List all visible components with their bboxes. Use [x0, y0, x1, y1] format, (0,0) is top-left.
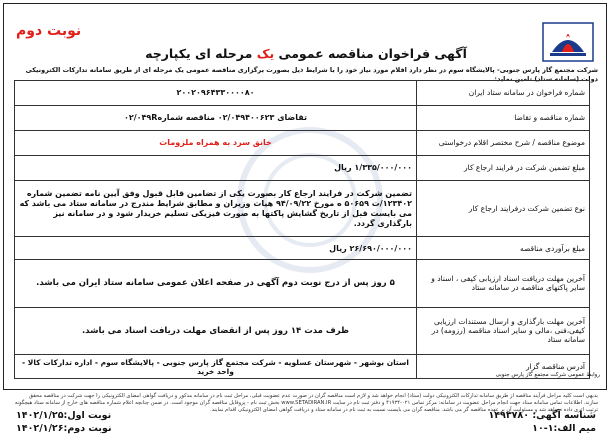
table-row	[15, 81, 590, 106]
estimated-amount-value: ۲۶/۶۹۰/۰۰۰/۰۰۰ ریال	[15, 237, 417, 260]
first-publication-date: نوبت اول:۱۴۰۲/۱/۲۵	[16, 410, 112, 421]
title-prefix: آگهی فراخوان مناقصه عمومی	[278, 46, 467, 61]
row-label: آخرین مهلت دریافت اسناد ارزیابی کیفی ، اسناد و سایر پاکتهای مناقصه در سامانه ستاد	[417, 259, 590, 307]
table-row	[15, 105, 590, 130]
public-relations-signature: روابط عمومی شرکت مجتمع گاز پارس جنوبی	[495, 372, 600, 378]
tender-number-value: تقاضای ۰۲/۰۴۹۴۰۰۶۲۳ مناقصه شماره۰۲/۰۴۹R	[15, 105, 417, 130]
tender-details-table	[14, 80, 590, 379]
document-deadline-value: ۵ روز پس از درج نوبت دوم آگهی در صفحه اعلان عمومی سامانه ستاد ایران می باشد.	[15, 259, 417, 307]
row-label: شماره مناقصه و تقاضا	[417, 105, 590, 130]
upload-deadline-value: ظرف مدت ۱۴ روز پس از انقضای مهلت دریافت اسناد می باشد.	[15, 307, 417, 355]
ad-code: میم الف:۱-۱۰	[532, 423, 596, 434]
row-label: شماره فراخوان در سامانه ستاد ایران	[417, 81, 590, 106]
table-row	[15, 259, 590, 307]
footnote-text: بدیهی است کلیه مراحل فرآیند مناقصه از طریق سامانه تدارکات الکترونیکی دولت (ستاد) انجام خواهد شد و لازم است مناقصه گران در صورت عدم عضویت قبلی، مراحل ثبت نام در سامانه مذکور و دریافت گواهی امضای الکترونیکی را جهت شرکت در مناقصه محقق سازند. اطلاعات تماس سامانه ستاد جهت انجام مراحل عضویت در سامانه: مرکز تماس ۰۲۱-۴۱۹۳۴ و دفتر ثبت نام در سایت www.SETADIRAN.IR بخش ثبت نام - پروفایل مناقصه گران موجود است. در ضمن چنانچه اعلام شماره مناقصه های خارج از سامانه ستاد هیچگونه ترتیب اثری داده نخواهد شد و مسئولیت آن بر عهده مناقصه گر می باشد. مناقصه گران می بایست نسبت به ثبت نام در سامانه ستاد و دریافت گواهی امضای الکترونیکی اقدام نمایند.	[14, 393, 598, 413]
row-label: مبلغ برآوردی مناقصه	[417, 237, 590, 260]
row-label: مبلغ تضمین شرکت در فرایند ارجاع کار	[417, 155, 590, 180]
guarantee-amount-value: ۱/۳۳۵/۰۰۰/۰۰۰ ریال	[15, 155, 417, 180]
row-label: آدرس مناقصه گزار	[417, 355, 590, 379]
table-row	[15, 130, 590, 155]
ad-id: شناسه آگهی: ۱۴۹۳۷۸۰	[488, 410, 596, 421]
subject-value: خانق سرد به همراه ملزومات	[15, 130, 417, 155]
row-label: آخرین مهلت بارگذاری و ارسال مستندات ارزیابی کیفی،فنی ،مالی و سایر اسناد مناقصه (رزومه) در سامانه ستاد	[417, 307, 590, 355]
address-value: استان بوشهر - شهرستان عسلویه - شرکت مجتمع گاز پارس جنوبی - پالایشگاه سوم - اداره تدارکات کالا - واحد خرید	[15, 355, 417, 379]
table-row	[15, 307, 590, 355]
second-publication-date: نوبت دوم:۱۴۰۲/۱/۲۶	[16, 423, 112, 434]
title-suffix: مرحله ای یکپارچه	[145, 46, 253, 61]
table-row	[15, 155, 590, 180]
announcement-title	[0, 46, 612, 61]
row-label: موضوع مناقصه / شرح مختصر اقلام درخواستی	[417, 130, 590, 155]
call-number-value: ۲۰۰۲۰۹۶۴۳۳۰۰۰۰۸۰	[15, 81, 417, 106]
publication-round-tag: نوبت دوم	[16, 23, 82, 39]
intro-text: شرکت مجتمع گاز پارس جنوبی- پالایشگاه سوم در نظر دارد اقلام مورد نیاز خود را با شرایط ذیل بصورت برگزاری مناقصه عمومی یک مرحله ای از طریق سامانه تدارکات الکترونیکی دولت (سامانه ستاد) تامین نماید:	[25, 66, 598, 83]
title-highlight: یک	[256, 46, 275, 61]
publication-dates	[16, 409, 112, 435]
table-row	[15, 180, 590, 237]
ad-identifiers	[488, 409, 596, 435]
guarantee-type-value: تضمین شرکت در فرایند ارجاع کار بصورت یکی از تضامین قابل قبول وفق آیین نامه تضمین شماره ۱۲۳۴۰۲/ت ۵۰۶۵۹ ه مورخ ۹۴/۰۹/۲۲ هیات وزیران و مطابق شرایط مندرج در سامانه ستاد می باشد که می بایست قبل از تاریخ گشایش پاکتها به صورت فیزیکی تسلیم خریدار شود و در سامانه نیز بارگذاری گردد.	[15, 180, 417, 237]
table-row	[15, 237, 590, 260]
row-label: نوع تضمین شرکت درفرایند ارجاع کار	[417, 180, 590, 237]
